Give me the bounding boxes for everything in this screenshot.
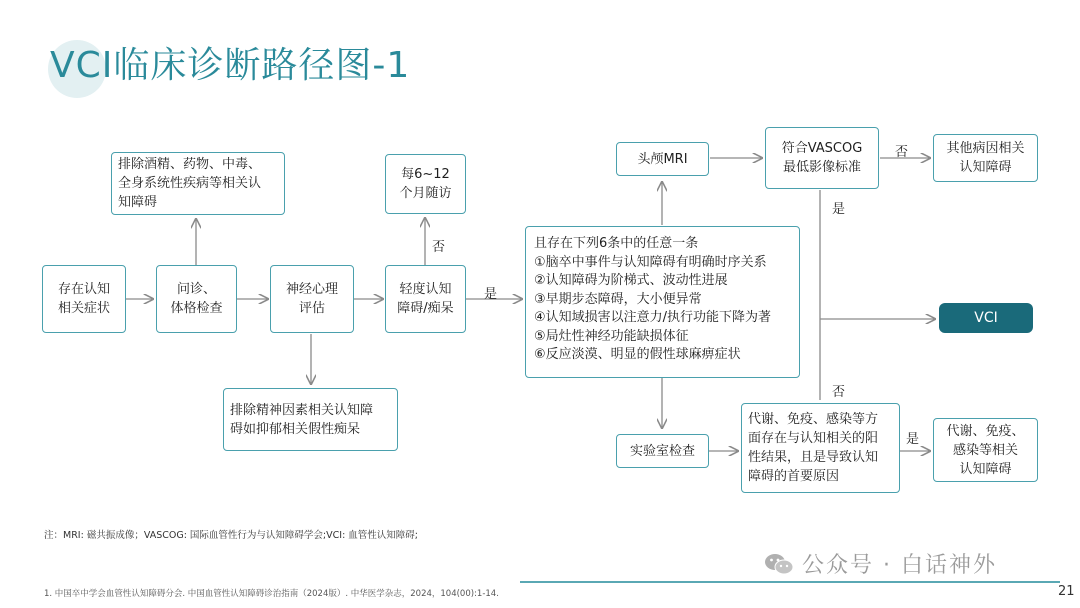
node-followup: 每6~12 个月随访 (385, 154, 466, 214)
page-title: VCI临床诊断路径图-1 (50, 45, 411, 86)
node-criteria (525, 226, 800, 378)
watermark-text: 公众号 · 白话神外 (802, 553, 997, 578)
label-no-followup: 否 (432, 240, 446, 255)
node-exclude-psych: 排除精神因素相关认知障 碍如抑郁相关假性痴呆 (223, 388, 398, 451)
label-yes-metabolic: 是 (906, 432, 920, 447)
node-symptom: 存在认知 相关症状 (42, 265, 126, 333)
node-exclude-systemic: 排除酒精、药物、中毒、 全身系统性疾病等相关认 知障碍 (111, 152, 285, 215)
node-metabolic: 代谢、免疫、感染等方 面存在与认知相关的阳 性结果，且是导致认知 障碍的首要原因 (741, 403, 900, 493)
label-no-metabolic: 否 (832, 385, 846, 400)
label-yes-vascog: 是 (832, 202, 846, 217)
criteria-item: ⑥反应淡漠、明显的假性球麻痹症状 (534, 347, 741, 362)
node-metabolic-related: 代谢、免疫、 感染等相关 认知障碍 (933, 418, 1038, 482)
page-number: 21 (1058, 584, 1075, 599)
label-no-vascog: 否 (895, 145, 909, 160)
node-lab-test: 实验室检查 (616, 434, 709, 468)
footer-divider (520, 581, 1060, 583)
node-history: 问诊、 体格检查 (156, 265, 237, 333)
criteria-title: 且存在下列6条中的任意一条 (534, 236, 699, 251)
criteria-item: ①脑卒中事件与认知障碍有明确时序关系 (534, 254, 767, 270)
wechat-icon (764, 552, 794, 576)
footnote: 注：MRI: 磁共振成像；VASCOG: 国际血管性行为与认知障碍学会;VCI: 血管性认知障碍; (44, 530, 418, 541)
criteria-item: ⑤局灶性神经功能缺损体征 (534, 328, 689, 344)
reference: 1. 中国卒中学会血管性认知障碍分会. 中国血管性认知障碍诊治指南（2024版）. 中华医学杂志，2024，104(00):1-14. (44, 589, 499, 599)
watermark (764, 548, 997, 579)
criteria-item: ②认知障碍为阶梯式、波动性进展 (534, 273, 728, 288)
criteria-item: ③早期步态障碍，大小便异常 (534, 291, 702, 307)
node-head-mri: 头颅MRI (616, 142, 709, 176)
node-other-cause: 其他病因相关 认知障碍 (933, 134, 1038, 182)
node-neuropsych: 神经心理 评估 (270, 265, 354, 333)
node-vci: VCI (939, 303, 1033, 333)
label-yes-mild: 是 (484, 287, 498, 302)
node-mild-impairment: 轻度认知 障碍/痴呆 (385, 265, 466, 333)
criteria-item: ④认知域损害以注意力/执行功能下降为著 (534, 310, 772, 325)
node-vascog: 符合VASCOG 最低影像标准 (765, 127, 879, 189)
